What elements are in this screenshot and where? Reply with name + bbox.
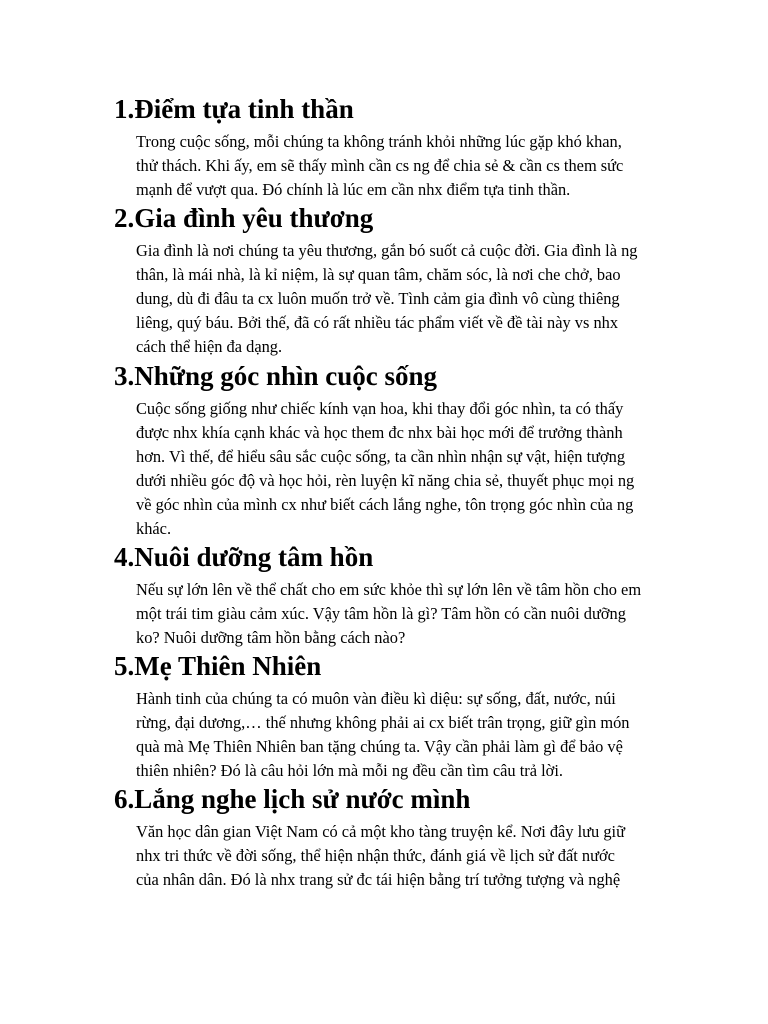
- section-number: 2.: [114, 203, 135, 233]
- section-heading: [114, 360, 437, 392]
- section-heading: [114, 541, 373, 573]
- paragraph-line: mạnh để vượt qua. Đó chính là lúc em cần nhx điểm tựa tinh thần.: [136, 179, 571, 199]
- paragraph-line: dung, dù đi đâu ta cx luôn muốn trở về. Tình cảm gia đình vô cùng thiêng: [136, 288, 620, 308]
- paragraph-line: cách thể hiện đa dạng.: [136, 336, 283, 356]
- section-number: 4.: [114, 542, 135, 572]
- section-number: 5.: [114, 651, 135, 681]
- paragraph-line: nhx tri thức về đời sống, thể hiện nhận thức, đánh giá về lịch sử đất nước: [136, 845, 615, 865]
- paragraph-line: về góc nhìn của mình cx như biết cách lắng nghe, tôn trọng góc nhìn của ng: [136, 494, 634, 514]
- paragraph-line: thân, là mái nhà, là kỉ niệm, là sự quan tâm, chăm sóc, là nơi che chở, bao: [136, 264, 621, 284]
- paragraph-line: Nếu sự lớn lên về thể chất cho em sức khỏe thì sự lớn lên về tâm hồn cho em: [136, 580, 642, 599]
- paragraph-line: Cuộc sống giống như chiếc kính vạn hoa, khi thay đổi góc nhìn, ta có thấy: [136, 399, 624, 418]
- section-paragraph: [136, 578, 696, 650]
- section-paragraph: [136, 130, 696, 202]
- section-paragraph: [136, 687, 696, 783]
- section-paragraph: [136, 239, 696, 359]
- paragraph-line: khác.: [136, 518, 172, 538]
- paragraph-line: được nhx khía cạnh khác và học them đc nhx bài học mới để trưởng thành: [136, 422, 623, 442]
- section-title: Những góc nhìn cuộc sống: [134, 361, 438, 391]
- paragraph-line: Trong cuộc sống, mỗi chúng ta không tránh khỏi những lúc gặp khó khan,: [136, 132, 622, 151]
- section-title: Nuôi dưỡng tâm hồn: [134, 542, 374, 572]
- paragraph-line: của nhân dân. Đó là nhx trang sử đc tái hiện bằng trí tưởng tượng và nghệ: [136, 869, 621, 889]
- paragraph-line: Gia đình là nơi chúng ta yêu thương, gắn bó suốt cả cuộc đời. Gia đình là ng: [136, 241, 638, 260]
- section-title: Mẹ Thiên Nhiên: [134, 651, 322, 681]
- paragraph-line: rừng, đại dương,… thế nhưng không phải ai cx biết trân trọng, giữ gìn món: [136, 712, 630, 732]
- section-title: Lắng nghe lịch sử nước mình: [134, 784, 471, 814]
- paragraph-line: liêng, quý báu. Bởi thế, đã có rất nhiều tác phẩm viết về đề tài này vs nhx: [136, 312, 619, 332]
- paragraph-line: thử thách. Khi ấy, em sẽ thấy mình cần cs ng để chia sẻ & cần cs them sức: [136, 155, 624, 175]
- paragraph-line: Hành tinh của chúng ta có muôn vàn điều kì diệu: sự sống, đất, nước, núi: [136, 689, 616, 708]
- paragraph-line: quà mà Mẹ Thiên Nhiên ban tặng chúng ta. Vậy cần phải làm gì để bảo vệ: [136, 736, 623, 756]
- paragraph-line: hơn. Vì thế, để hiểu sâu sắc cuộc sống, ta cần nhìn nhận sự vật, hiện tượng: [136, 446, 626, 466]
- section-paragraph: [136, 397, 696, 540]
- section-number: 1.: [114, 94, 135, 124]
- paragraph-line: Văn học dân gian Việt Nam có cả một kho tàng truyện kể. Nơi đây lưu giữ: [136, 822, 625, 841]
- paragraph-line: dưới nhiều góc độ và học hỏi, rèn luyện kĩ năng chia sẻ, thuyết phục mọi ng: [136, 470, 635, 490]
- section-heading: [114, 650, 321, 682]
- paragraph-line: ko? Nuôi dưỡng tâm hồn bằng cách nào?: [136, 627, 406, 647]
- section-title: Gia đình yêu thương: [134, 203, 374, 233]
- section-number: 3.: [114, 361, 135, 391]
- section-number: 6.: [114, 784, 135, 814]
- section-heading: [114, 202, 373, 234]
- paragraph-line: một trái tim giàu cảm xúc. Vậy tâm hồn là gì? Tâm hồn có cần nuôi dưỡng: [136, 603, 626, 623]
- section-title: Điểm tựa tinh thần: [134, 94, 354, 124]
- paragraph-line: thiên nhiên? Đó là câu hỏi lớn mà mỗi ng đều cần tìm câu trả lời.: [136, 760, 563, 780]
- section-heading: [114, 783, 470, 815]
- section-heading: [114, 93, 354, 125]
- section-paragraph: [136, 820, 696, 892]
